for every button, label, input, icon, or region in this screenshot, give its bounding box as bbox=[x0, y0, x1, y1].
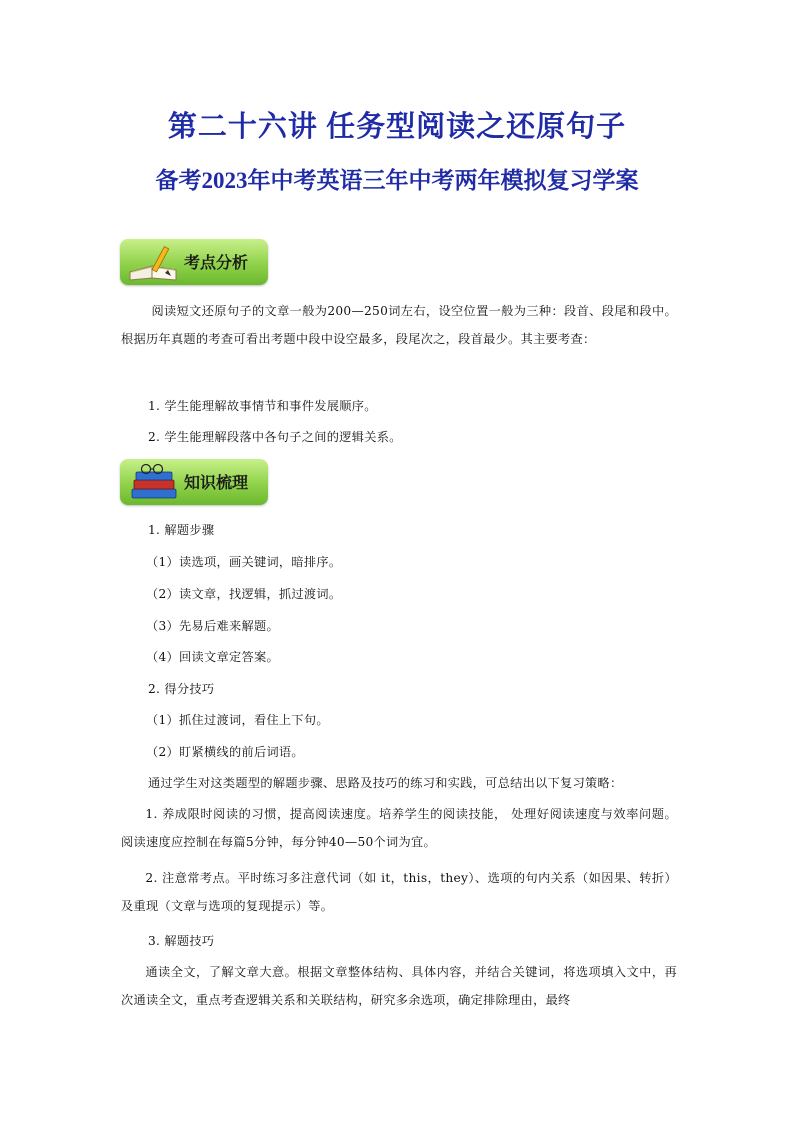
list-heading: 3. 解题技巧 bbox=[148, 934, 215, 948]
section-heading: 考点分析 bbox=[184, 253, 249, 272]
strategy-paragraph: 2. 注意常考点。平时练习多注意代词（如 it，this，they）、选项的句内关系（如因果、转折）及重现（文章与选项的复现提示）等。 bbox=[121, 871, 677, 913]
list-item: 2. 学生能理解段落中各句子之间的逻辑关系。 bbox=[148, 430, 402, 444]
book-pencil-icon bbox=[124, 242, 184, 282]
page-subtitle: 备考2023年中考英语三年中考两年模拟复习学案 bbox=[155, 168, 639, 193]
list-item: （2）盯紧横线的前后词语。 bbox=[146, 745, 304, 759]
list-item: （2）读文章，找逻辑，抓过渡词。 bbox=[146, 587, 342, 601]
books-glasses-icon bbox=[124, 462, 184, 502]
list-item: 1. 学生能理解故事情节和事件发展顺序。 bbox=[148, 399, 377, 413]
strategy-paragraph: 通读全文，了解文章大意。根据文章整体结构、具体内容，并结合关键词，将选项填入文中，再次通读全文，重点考查逻辑关系和关联结构，研究多余选项，确定排除理由，最终 bbox=[121, 965, 677, 1007]
list-heading: 2. 得分技巧 bbox=[148, 682, 215, 696]
strategy-paragraph: 1. 养成限时阅读的习惯，提高阅读速度。培养学生的阅读技能， 处理好阅读速度与效率问题。阅读速度应控制在每篇5分钟，每分钟40—50个词为宜。 bbox=[121, 807, 677, 849]
list-item: （4）回读文章定答案。 bbox=[146, 650, 279, 664]
list-item: （1）抓住过渡词，看住上下句。 bbox=[146, 713, 329, 727]
list-heading: 1. 解题步骤 bbox=[148, 523, 215, 537]
section-heading: 知识梳理 bbox=[184, 473, 249, 492]
section-banner-knowledge bbox=[120, 459, 268, 505]
page-title: 第二十六讲 任务型阅读之还原句子 bbox=[167, 111, 627, 143]
list-item: （3）先易后难来解题。 bbox=[146, 619, 279, 633]
list-item: （1）读选项，画关键词，暗排序。 bbox=[146, 555, 342, 569]
section-banner-analysis bbox=[120, 239, 268, 285]
summary-text: 通过学生对这类题型的解题步骤、思路及技巧的练习和实践，可总结出以下复习策略： bbox=[148, 776, 623, 790]
intro-paragraph: 阅读短文还原句子的文章一般为200—250词左右，设空位置一般为三种：段首、段尾和段中。根据历年真题的考查可看出考题中段中设空最多，段尾次之，段首最少。其主要考查： bbox=[121, 304, 677, 346]
